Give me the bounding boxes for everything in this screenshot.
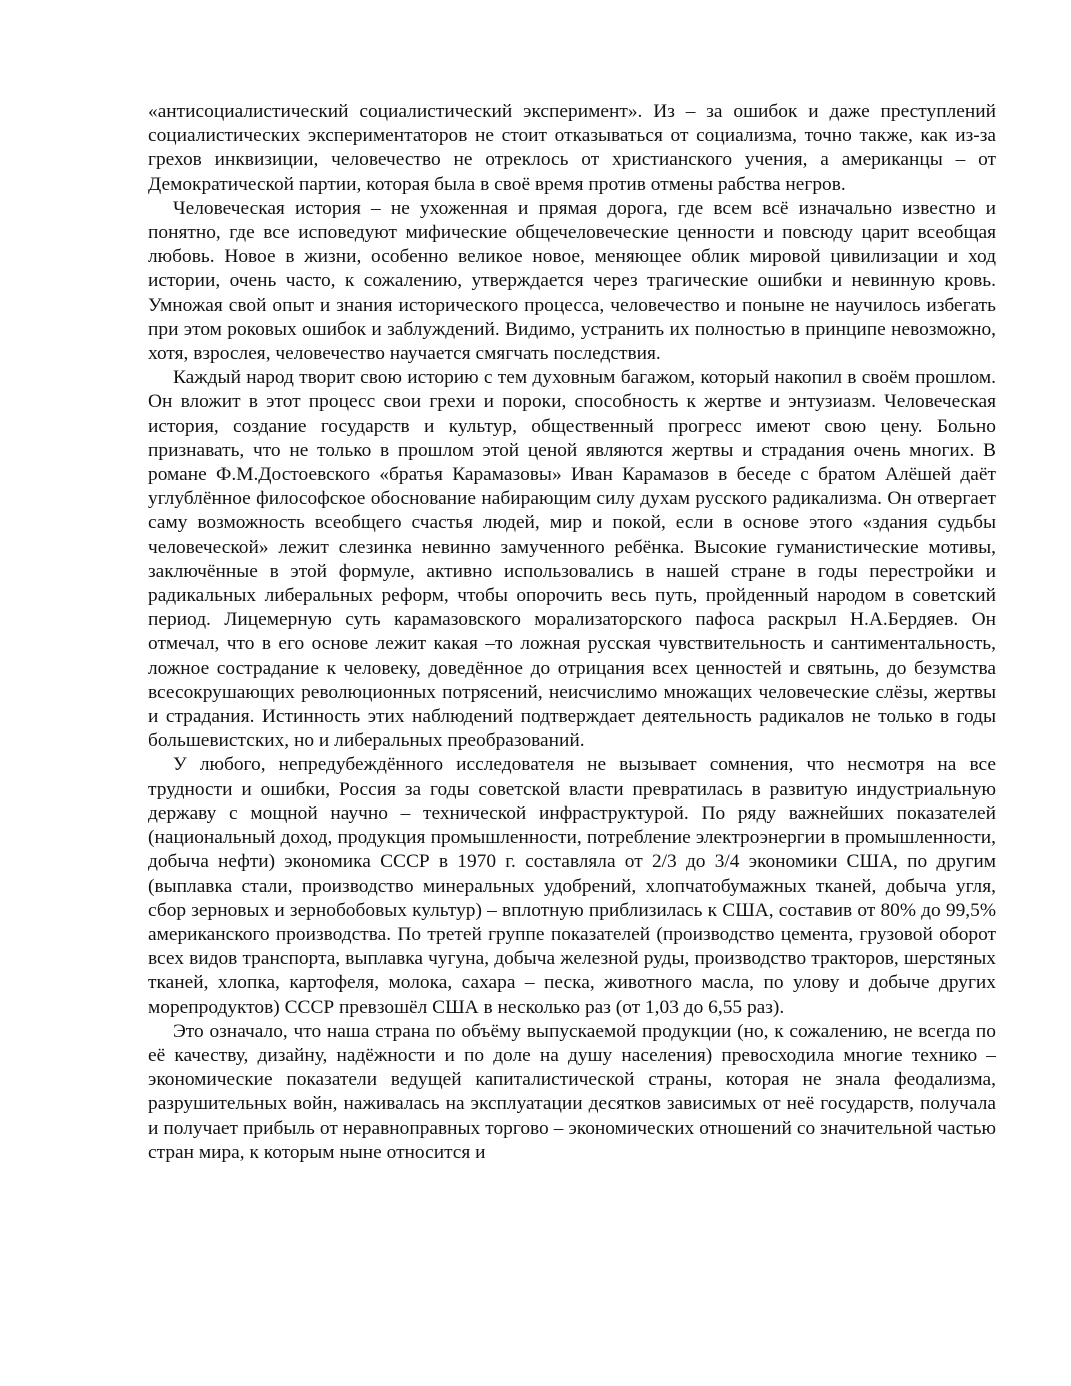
paragraph-2: Человеческая история – не ухоженная и прямая дорога, где всем всё изначально известно и понятно, где все исповедуют мифические общечеловеческие ценности и повсюду царит всеобщая любовь. Новое в жизни, особенно великое новое, меняющее облик мировой цивилизации и ход истории, очень часто, к сожалению, утверждается через трагические ошибки и невинную кровь. Умножая свой опыт и знания исторического процесса, человечество и поныне не научилось избегать при этом роковых ошибок и заблуждений. Видимо, устранить их полностью в принципе невозможно, хотя, взрослея, человечество научается смягчать последствия. bbox=[148, 197, 996, 365]
paragraph-3: Каждый народ творит свою историю с тем духовным багажом, который накопил в своём прошлом. Он вложит в этот процесс свои грехи и пороки, способность к жертве и энтузиазм. Человеческая история, создание государств и культур, общественный прогресс имеют свою цену. Больно признавать, что не только в прошлом этой ценой являются жертвы и страдания очень многих. В романе Ф.М.Достоевского «братья Карамазовы» Иван Карамазов в беседе с братом Алёшей даёт углублённое философское обоснование набирающим силу духам русского радикализма. Он отвергает саму возможность всеобщего счастья людей, мир и покой, если в основе этого «здания судьбы человеческой» лежит слезинка невинно замученного ребёнка. Высокие гуманистические мотивы, заключённые в этой формуле, активно использовались в нашей стране в годы перестройки и радикальных либеральных реформ, чтобы опорочить весь путь, пройденный народом в советский период. Лицемерную суть карамазовского морализаторского пафоса раскрыл Н.А.Бердяев. Он отмечал, что в его основе лежит какая –то ложная русская чувствительность и сантиментальность, ложное сострадание к человеку, доведённое до отрицания всех ценностей и святынь, до безумства всесокрушающих революционных потрясений, неисчислимо множащих человеческие слёзы, жертвы и страдания. Истинность этих наблюдений подтверждает деятельность радикалов не только в годы большевистских, но и либеральных преобразований. bbox=[148, 367, 996, 752]
document-page bbox=[148, 100, 996, 1165]
paragraph-4: У любого, непредубеждённого исследователя не вызывает сомнения, что несмотря на все трудности и ошибки, Россия за годы советской власти превратилась в развитую индустриальную державу с мощной научно – технической инфраструктурой. По ряду важнейших показателей (национальный доход, продукция промышленности, потребление электроэнергии в промышленности, добыча нефти) экономика СССР в 1970 г. составляла от 2/3 до 3/4 экономики США, по другим (выплавка стали, производство минеральных удобрений, хлопчатобумажных тканей, добыча угля, сбор зерновых и зернобобовых культур) – вплотную приблизилась к США, составив от 80% до 99,5% американского производства. По третей группе показателей (производство цемента, грузовой оборот всех видов транспорта, выплавка чугуна, добыча железной руды, производство тракторов, шерстяных тканей, хлопка, картофеля, молока, сахара – песка, животного масла, по улову и добыче других морепродуктов) СССР превзошёл США в несколько раз (от 1,03 до 6,55 раз). bbox=[148, 754, 996, 1018]
paragraph-5: Это означало, что наша страна по объёму выпускаемой продукции (но, к сожалению, не всегда по её качеству, дизайну, надёжности и по доле на душу населения) превосходила многие технико – экономические показатели ведущей капиталистической страны, которая не знала феодализма, разрушительных войн, наживалась на эксплуатации десятков зависимых от неё государств, получала и получает прибыль от неравноправных торгово – экономических отношений со значительной частью стран мира, к которым ныне относится и bbox=[148, 1020, 996, 1163]
paragraph-1: «антисоциалистический социалистический эксперимент». Из – за ошибок и даже преступлений социалистических экспериментаторов не стоит отказываться от социализма, точно также, как из-за грехов инквизиции, человечество не отреклось от христианского учения, а американцы – от Демократической партии, которая была в своё время против отмены рабства негров. bbox=[148, 101, 996, 195]
